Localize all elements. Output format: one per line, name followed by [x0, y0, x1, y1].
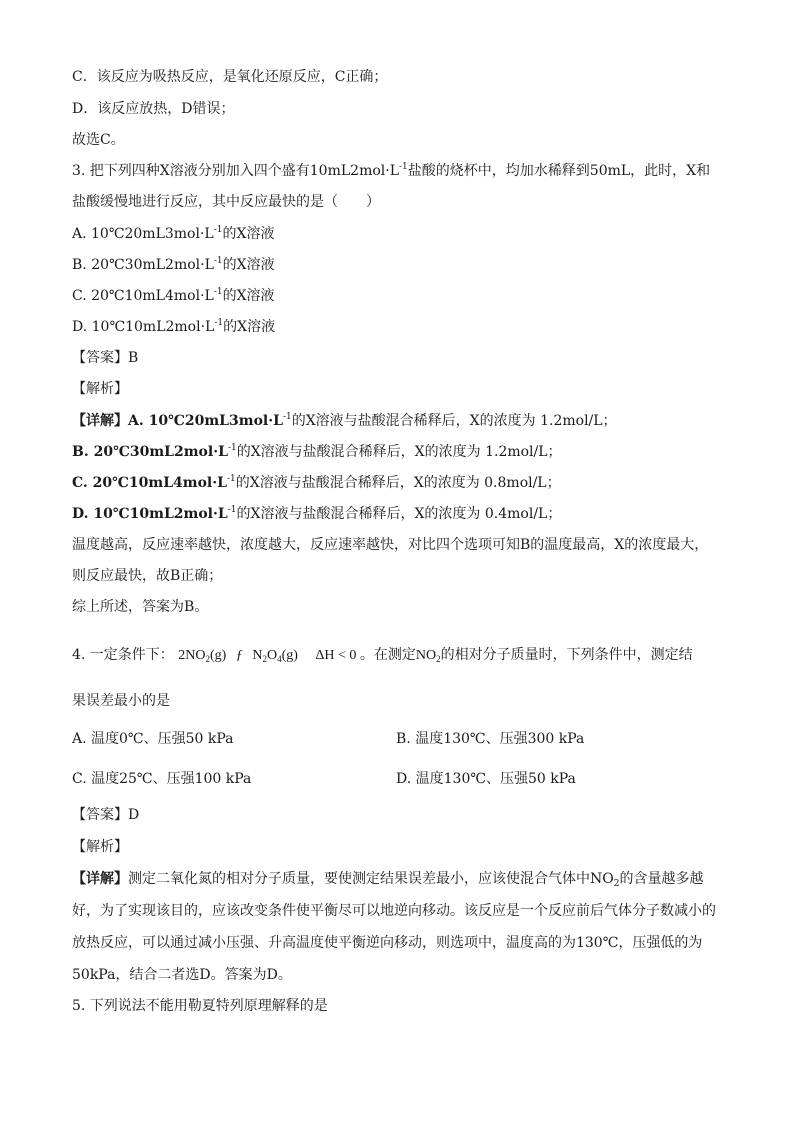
detail-line: B. $20℃30mL2mol\cdot L^{-1}$的X溶液与盐酸混合稀释后，X的浓度为 1.2mol/L； — [72, 443, 562, 460]
answer-label: 【答案】B — [72, 350, 139, 366]
detail-line: 【详解】测定二氧化氮的相对分子质量，要使测定结果误差最小，应该使混合气体中$NO_2$的含量越多越 — [72, 871, 704, 889]
option-a: A. 温度0℃、压强50 kPa — [72, 731, 234, 747]
question-3-stem: 3. 把下列四种X溶液分别加入四个盛有$10mL2mol\cdot L^{-1}$盐酸的烧杯中，均加水稀释到50mL，此时，X和 — [72, 162, 711, 179]
text-line: 则反应最快，故B正确； — [72, 568, 223, 584]
option-a: A. $10℃20mL3mol\cdot L^{-1}$的X溶液 — [72, 225, 275, 242]
option-d: D. $10℃10mL2mol\cdot L^{-1}$的X溶液 — [72, 318, 276, 335]
question-3-stem: 盐酸缓慢地进行反应，其中反应最快的是（ ） — [72, 194, 380, 210]
detail-line: D. $10℃10mL2mol\cdot L^{-1}$的X溶液与盐酸混合稀释后，X的浓度为 0.4mol/L； — [72, 505, 562, 522]
text-line: 好，为了实现该目的，应该改变条件使平衡尽可以地逆向移动。该反应是一个反应前后气体分子数减小的 — [72, 903, 716, 919]
question-4-stem: 果误差最小的是 — [72, 693, 170, 709]
question-4-stem: 4. 一定条件下： $2NO_2(g)$ ƒ $N_2O_4(g) \Delta H < 0$ 。在测定$NO_2$的相对分子质量时，下列条件中，测定结 — [72, 647, 693, 664]
option-b: B. $20℃30mL2mol\cdot L^{-1}$的X溶液 — [72, 256, 275, 273]
text-line: 温度越高，反应速率越快，浓度越大，反应速率越快，对比四个选项可知B的温度最高，X的浓度最大， — [72, 537, 709, 553]
option-c: C. $20℃10mL4mol\cdot L^{-1}$的X溶液 — [72, 287, 275, 304]
detail-line: C. $20℃10mL4mol\cdot L^{-1}$的X溶液与盐酸混合稀释后，X的浓度为 0.8mol/L； — [72, 474, 561, 491]
text-line: 综上所述，答案为B。 — [72, 599, 209, 615]
analysis-label: 【解析】 — [72, 839, 128, 855]
text-line: 放热反应，可以通过减小压强、升高温度使平衡逆向移动，则选项中，温度高的为130℃，压强低的为 — [72, 935, 703, 951]
analysis-label: 【解析】 — [72, 381, 128, 397]
text-line: 50kPa，结合二者选D。答案为D。 — [72, 967, 292, 983]
chemical-equation: $2NO_2(g)$ ƒ $N_2O_4(g) \Delta H < 0$ — [178, 648, 357, 664]
answer-label: 【答案】D — [72, 807, 140, 823]
text-line: 故选C。 — [72, 132, 125, 148]
text-line: C．该反应为吸热反应，是氧化还原反应，C正确； — [72, 69, 388, 85]
option-d: D. 温度130℃、压强50 kPa — [396, 771, 576, 787]
question-5-stem: 5. 下列说法不能用勒夏特列原理解释的是 — [72, 998, 328, 1014]
equilibrium-arrow-icon: ƒ — [235, 648, 243, 663]
option-b: B. 温度130℃、压强300 kPa — [396, 731, 585, 747]
option-c: C. 温度25℃、压强100 kPa — [72, 771, 252, 787]
text-line: D．该反应放热，D错误； — [72, 101, 235, 117]
detail-line: 【详解】A. $10℃20mL3mol\cdot L^{-1}$的X溶液与盐酸混合稀释后，X的浓度为 1.2mol/L； — [72, 412, 617, 429]
